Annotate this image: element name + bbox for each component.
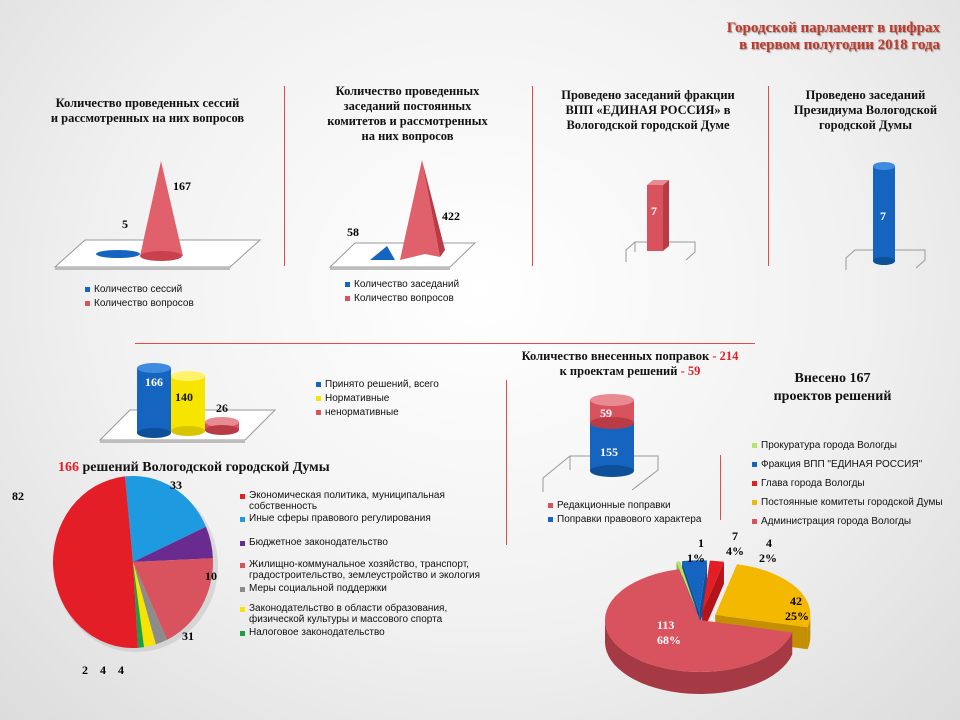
decisions-pie xyxy=(12,478,230,678)
divider xyxy=(284,86,285,266)
data-label: 33 xyxy=(170,478,182,492)
data-label: 2% xyxy=(759,551,777,565)
legend-item: Налоговое законодательство xyxy=(240,627,500,638)
legend-item: Количество заседаний xyxy=(345,278,459,292)
data-label: 422 xyxy=(442,209,460,223)
bar-faction xyxy=(647,185,663,251)
amendments-chart xyxy=(540,390,665,495)
faction-title: Проведено заседаний фракции ВПП «ЕДИНАЯ РОССИЯ» в Вологодской городской Думе xyxy=(561,88,735,132)
page-title-line2: в первом полугодии 2018 года xyxy=(738,37,940,53)
data-label: 7 xyxy=(880,209,886,223)
bar-legal-base xyxy=(590,465,634,477)
data-label: 82 xyxy=(12,489,24,503)
legend-item: Иные сферы правового регулирования xyxy=(240,513,500,537)
data-label: 31 xyxy=(182,629,194,643)
data-label: 155 xyxy=(600,445,618,459)
legend-item: Прокуратура города Вологды xyxy=(752,436,943,455)
legend-swatch xyxy=(345,296,350,301)
sessions-title: Количество проведенных сессий и рассмотренных на них вопросов xyxy=(50,96,245,125)
legend-item: Бюджетное законодательство xyxy=(240,537,500,559)
bar-normative-top xyxy=(171,371,205,381)
data-label: 1 xyxy=(698,536,704,550)
data-label: 26 xyxy=(216,401,228,415)
bar-editorial-top xyxy=(590,394,634,406)
chart-floor-edge xyxy=(55,267,230,270)
legend-item: Количество вопросов xyxy=(85,297,194,311)
divider xyxy=(768,86,769,266)
data-label: 58 xyxy=(347,225,359,239)
legend-item: Фракция ВПП "ЕДИНАЯ РОССИЯ" xyxy=(752,455,943,474)
divider-horizontal xyxy=(135,343,755,344)
bar-nonnormative-base xyxy=(205,425,239,435)
legend-swatch xyxy=(752,462,757,467)
bar-editorial-bottom xyxy=(590,417,634,429)
legend-swatch xyxy=(752,481,757,486)
data-label: 25% xyxy=(785,609,809,623)
decisions-legend xyxy=(316,378,439,420)
legend-swatch xyxy=(752,519,757,524)
data-label: 4 xyxy=(766,536,772,550)
legend-swatch xyxy=(548,517,553,522)
legend-swatch xyxy=(85,301,90,306)
legend-item: Поправки правового характера xyxy=(548,513,701,527)
legend-item: ненормативные xyxy=(316,406,439,420)
presidium-chart xyxy=(845,158,930,273)
data-label: 59 xyxy=(600,406,612,420)
projects-pie-legend xyxy=(752,436,943,531)
bar-total-top xyxy=(137,363,171,373)
legend-swatch xyxy=(345,282,350,287)
presidium-title: Проведено заседаний Президиума Вологодской городской Думы xyxy=(793,88,938,132)
bar-presidium-base xyxy=(873,257,895,265)
decisions-chart xyxy=(95,360,285,445)
committees-legend xyxy=(345,278,459,306)
bar-questions xyxy=(140,161,183,256)
legend-swatch xyxy=(240,607,245,612)
chart-floor-edge xyxy=(100,440,245,443)
data-label: 7 xyxy=(732,529,738,543)
legend-swatch xyxy=(240,517,245,522)
bar-questions-base xyxy=(140,251,182,261)
data-label: 4% xyxy=(726,544,744,558)
legend-item: Экономическая политика, муниципальная собственность xyxy=(240,490,500,513)
legend-swatch xyxy=(240,541,245,546)
decisions-pie-title: 166 решений Вологодской городской Думы xyxy=(58,460,330,475)
legend-swatch xyxy=(548,503,553,508)
legend-item: Количество сессий xyxy=(85,283,194,297)
legend-swatch xyxy=(240,587,245,592)
legend-swatch xyxy=(316,382,321,387)
legend-swatch xyxy=(316,410,321,415)
decisions-pie-legend xyxy=(240,490,500,638)
pie-slices xyxy=(53,476,213,648)
legend-item: Меры социальной поддержки xyxy=(240,583,500,603)
legend-item: Количество вопросов xyxy=(345,292,459,306)
legend-swatch xyxy=(85,287,90,292)
legend-swatch xyxy=(752,443,757,448)
pie-slice xyxy=(53,476,138,648)
projects-pie xyxy=(595,529,835,710)
amendments-legend xyxy=(548,499,701,527)
data-label: 4 xyxy=(118,663,124,677)
legend-item: Постоянные комитеты городской Думы xyxy=(752,493,943,512)
chart-floor-edge xyxy=(330,267,450,270)
divider xyxy=(506,380,507,545)
bar-faction-side xyxy=(663,180,669,251)
bar-normative-base xyxy=(171,426,205,436)
data-label: 42 xyxy=(790,594,802,608)
page-title-line1: Городской парламент в цифрах xyxy=(726,20,940,36)
projects-pie-title: Внесено 167 проектов решений xyxy=(773,371,892,404)
committees-chart xyxy=(325,150,485,275)
legend-item: Нормативные xyxy=(316,392,439,406)
data-label: 140 xyxy=(175,390,193,404)
amendments-title: Количество внесенных поправок - 214 к проектам решений - 59 xyxy=(521,349,739,378)
sessions-legend xyxy=(85,283,194,311)
bar-total-base xyxy=(137,428,171,438)
data-label: 10 xyxy=(205,569,217,583)
bar-presidium-top xyxy=(873,162,895,170)
data-label: 5 xyxy=(122,217,128,231)
data-label: 1% xyxy=(687,551,705,565)
page-title xyxy=(520,20,940,54)
faction-chart xyxy=(625,180,700,265)
sessions-chart xyxy=(55,155,265,275)
data-label: 68% xyxy=(657,633,681,647)
divider xyxy=(532,86,533,266)
legend-item: Редакционные поправки xyxy=(548,499,701,513)
legend-swatch xyxy=(240,563,245,568)
legend-item: Администрация города Вологды xyxy=(752,512,943,531)
legend-item: Законодательство в области образования, физической культуры и массового спорта xyxy=(240,603,500,627)
committees-title: Количество проведенных заседаний постоянных комитетов и рассмотренных на них вопросов xyxy=(327,84,488,143)
data-label: 2 xyxy=(82,663,88,677)
data-label: 113 xyxy=(657,618,675,632)
legend-swatch xyxy=(240,494,245,499)
data-label: 7 xyxy=(651,204,657,218)
pie-slices xyxy=(605,560,810,694)
legend-item: Принято решений, всего xyxy=(316,378,439,392)
data-label: 4 xyxy=(100,663,106,677)
legend-swatch xyxy=(240,631,245,636)
legend-swatch xyxy=(752,500,757,505)
divider xyxy=(720,455,721,520)
legend-swatch xyxy=(316,396,321,401)
legend-item: Глава города Вологды xyxy=(752,474,943,493)
bar-sessions xyxy=(96,250,140,258)
legend-item: Жилищно-коммунальное хозяйство, транспорт, градостроительство, землеустройство и экология xyxy=(240,559,500,583)
data-label: 166 xyxy=(145,375,163,389)
data-label: 167 xyxy=(173,179,191,193)
